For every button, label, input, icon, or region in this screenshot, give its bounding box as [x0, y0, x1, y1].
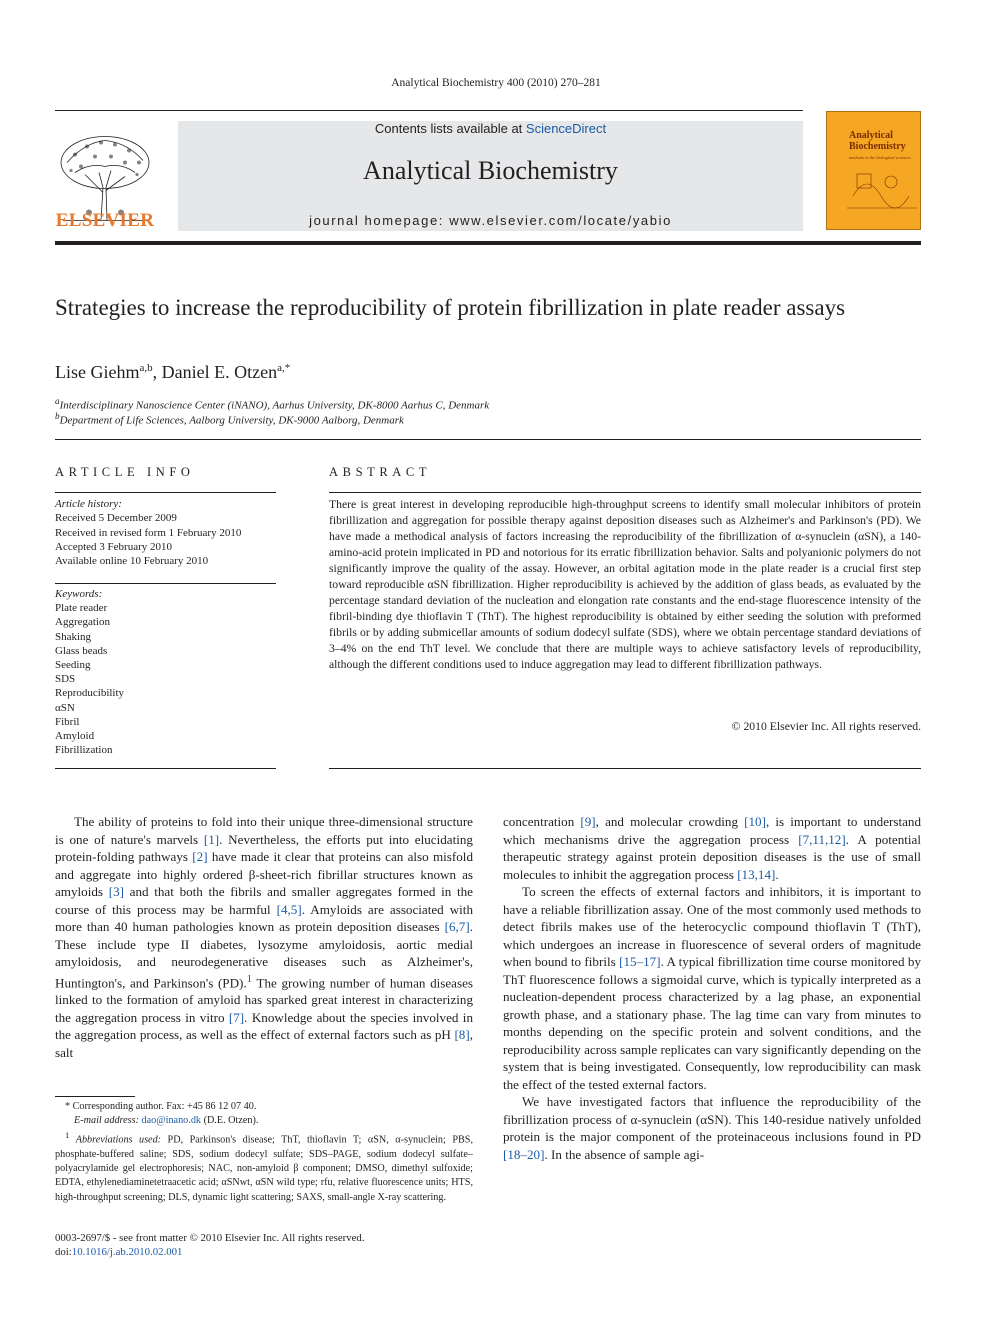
author-name[interactable]: Lise Giehm — [55, 362, 140, 382]
footnote-abbreviations: $^1$ Abbreviations used: PD, Parkinson's disease; ThT, thioflavin T; αSN, α-synuclein; PBS, phosphate-buffered saline; SDS, sodium dodecyl sulfate; SDS–PAGE, sodium dodecyl sulfate–polyacrylamide gel electrophoresis; NAC, non-amyloid β component; DMSO, dimethyl sulfoxide; EDTA, ethylenediaminetetraacetic acid; αSNwt, αSN wild type; rfu, relative fluorescence units; HTS, high-throughput screening; DLS, dynamic light scattering; SAXS, small-angle X-ray scattering. — [55, 1130, 474, 1203]
header-rule-thick — [55, 241, 921, 245]
keyword: Fibrillization — [55, 744, 113, 757]
keywords — [55, 587, 276, 757]
issn-line: 0003-2697/$ - see front matter © 2010 Elsevier Inc. All rights reserved. — [55, 1232, 365, 1244]
history-item: Available online 10 February 2010 — [55, 555, 209, 568]
doi-line: doi:10.1016/j.ab.2010.02.001 — [55, 1246, 183, 1258]
body-paragraph: concentration [9], and molecular crowding [10], is important to understand which mechanisms drive the aggregation process [7,11,12]. A potential therapeutic strategy against protein deposition diseases is the use of small molecules to inhibit the aggregation process [13,14]. — [503, 814, 922, 882]
citation-link[interactable]: [3] — [108, 884, 124, 899]
body-column-right — [503, 813, 921, 1163]
article-title: Strategies to increase the reproducibility of protein fibrillization in plate reader assays — [55, 295, 846, 320]
footnote-link[interactable]: 1 — [246, 972, 253, 985]
article-history — [55, 497, 276, 568]
divider — [55, 492, 276, 493]
footnotes — [55, 1100, 473, 1205]
citation-link[interactable]: [9] — [580, 814, 596, 829]
citation-link[interactable]: [8] — [454, 1027, 470, 1043]
authors: Lise Giehm$^{a,b}$, Daniel E. Otzen$^{a,*}$ — [55, 362, 291, 382]
citation-link[interactable]: [7] — [228, 1009, 245, 1025]
footnote-divider — [55, 1096, 135, 1097]
history-label: Article history: — [55, 498, 122, 510]
author-name[interactable]: Daniel E. Otzen — [161, 362, 278, 382]
journal-homepage[interactable]: journal homepage: www.elsevier.com/locate/yabio — [309, 213, 672, 228]
body-column-left — [55, 813, 473, 1061]
bottom-info — [55, 1231, 473, 1259]
citation-link[interactable]: [6,7] — [444, 919, 470, 934]
keyword: Aggregation — [55, 616, 110, 629]
keyword: Plate reader — [55, 602, 108, 615]
keyword: Reproducibility — [55, 687, 125, 700]
divider — [55, 583, 276, 584]
running-head: Analytical Biochemistry 400 (2010) 270–281 — [391, 77, 601, 89]
abstract-heading: ABSTRACT — [329, 465, 432, 479]
cover-subtitle: methods in the biological sciences — [849, 155, 911, 160]
keyword: Seeding — [55, 659, 91, 672]
abstract-copyright: © 2010 Elsevier Inc. All rights reserved. — [731, 720, 921, 733]
citation-link[interactable]: [18–20] — [503, 1146, 545, 1162]
keyword: Amyloid — [55, 730, 95, 743]
email-link[interactable]: dao@inano.dk — [141, 1115, 202, 1127]
cover-title: Analytical Biochemistry — [849, 130, 906, 152]
citation-link[interactable]: [4,5] — [276, 901, 302, 917]
journal-cover-image — [826, 111, 921, 230]
history-item: Received 5 December 2009 — [55, 512, 177, 525]
article-info-heading: ARTICLE INFO — [55, 465, 195, 479]
keyword: Fibril — [55, 715, 80, 728]
cover-graphic-icon — [847, 164, 917, 214]
citation-link[interactable]: [13,14] — [737, 866, 776, 882]
doi-link[interactable]: 10.1016/j.ab.2010.02.001 — [71, 1246, 183, 1258]
keyword: Glass beads — [55, 644, 108, 657]
citation-link[interactable]: [1] — [203, 831, 220, 847]
divider — [329, 492, 921, 493]
divider — [55, 439, 921, 440]
abstract-text: There is great interest in developing reproducible high-throughput screens to identify small molecular inhibitors of protein fibrillization and aggregation for possible therapy against deposition diseases such as Alzheimer's and Parkinson's (PD). We have made a methodical analysis of factors increasing the reproducibility of the fibrillization of α-synuclein (αSN), a 140-amino-acid protein implicated in PD and notorious for its erratic fibrillization behavior. Salts and polyanionic polymers do not significantly improve the quality of the assay. However, an orbital agitation mode in the plate reader is a crucial first step toward reproducible αSN fibrillization. Higher reproducibility is achieved by the addition of glass beads, as evaluated by the percentage standard deviation of the nucleation and elongation rate constants and the end-stage fluorescence intensity of the fibril-binding dye thioflavin T (ThT). The highest reproducibility is obtained by either seeding the solution with preformed fibrils or by adding submicellar amounts of sodium dodecyl sulfate (SDS), where we obtain percentage standard deviations of 3–4% on the end ThT level. We conclude that there are multiple ways to achieve satisfactory levels of reproducibility, although the different conditions used to induce aggregation may lead to different fibrillization pathways. — [329, 498, 921, 671]
keyword: αSN — [55, 701, 75, 714]
affiliation-a: $^a$Interdisciplinary Nanoscience Center (iNANO), Aarhus University, DK-8000 Aarhus C, Denmark — [55, 396, 490, 412]
history-item: Accepted 3 February 2010 — [55, 540, 172, 553]
citation-link[interactable]: [15–17] — [619, 954, 661, 969]
contents-line — [178, 121, 803, 136]
citation-link[interactable]: [2] — [192, 849, 208, 864]
body-paragraph: To screen the effects of external factors and inhibitors, it is important to have a reliable fibrillization assay. One of the most commonly used methods to detect fibrils makes use of the heterocyclic compound thioflavin T (ThT), which undergoes an increase in fluorescence of several orders of magnitude when bound to fibrils [15–17]. A typical fibrillization time course monitored by ThT fluorescence follows a sigmoidal curve, which is typically interpreted as a nucleation-dependent process characterized by a lag phase, an exponential growth phase, and a stationary phase. The lag time can vary from minutes to months depending on the specific protein and solvent conditions, and the reproducibility across sample replicates can vary significantly depending on the system that is being investigated. Consequently, low reproducibility can mask the effect of the tested external factors. — [503, 884, 922, 1092]
history-item: Received in revised form 1 February 2010 — [55, 526, 242, 539]
publisher-name: ELSEVIER — [55, 210, 155, 231]
journal-title: Analytical Biochemistry — [363, 156, 618, 185]
divider — [55, 768, 276, 769]
keyword: Shaking — [55, 630, 92, 643]
footnote-email: E-mail address: dao@inano.dk (D.E. Otzen). — [74, 1115, 259, 1127]
header-rule — [55, 110, 803, 111]
keywords-label: Keywords: — [55, 588, 103, 600]
keyword: SDS — [55, 673, 76, 686]
contents-prefix: Contents lists available at — [374, 121, 526, 136]
body-paragraph: The ability of proteins to fold into their unique three-dimensional structure is one of nature's marvels [1]. Nevertheless, the efforts put into elucidating protein-folding pathways [2] have made it clear that proteins can also misfold and aggregate into highly ordered β-sheet-rich fibrillar structures known as amyloids [3] and that both the fibrils and smaller aggregates formed in the course of this process may be harmful [4,5]. Amyloids are associated with more than 40 human pathologies known as protein deposition diseases [6,7]. These include type II diabetes, lysozyme amyloidosis, aortic medial amyloidosis, and neurodegenerative diseases such as Alzheimer's, Huntington's, and Parkinson's (PD).$^1$ The growing number of human diseases linked to the formation of amyloid has sparked great interest in characterizing the aggregation process in vitro [7]. Knowledge about the species involved in the aggregation process, as well as the effect of external factors such as pH [8], salt — [55, 814, 473, 1060]
footnote-corresponding: * Corresponding author. Fax: +45 86 12 07 40. — [65, 1101, 257, 1112]
citation-link[interactable]: [7,11,12] — [798, 831, 846, 847]
body-paragraph: We have investigated factors that influence the reproducibility of the fibrillization process of α-synuclein (αSN). This 140-residue natively unfolded protein is the major component of the proteinaceous inclusions found in PD [18–20]. In the absence of sample agi- — [503, 1094, 921, 1162]
citation-link[interactable]: [10] — [744, 814, 766, 829]
divider — [329, 768, 921, 769]
affiliation-b: $^b$Department of Life Sciences, Aalborg University, DK-9000 Aalborg, Denmark — [55, 411, 404, 427]
sciencedirect-link[interactable]: ScienceDirect — [525, 121, 607, 136]
